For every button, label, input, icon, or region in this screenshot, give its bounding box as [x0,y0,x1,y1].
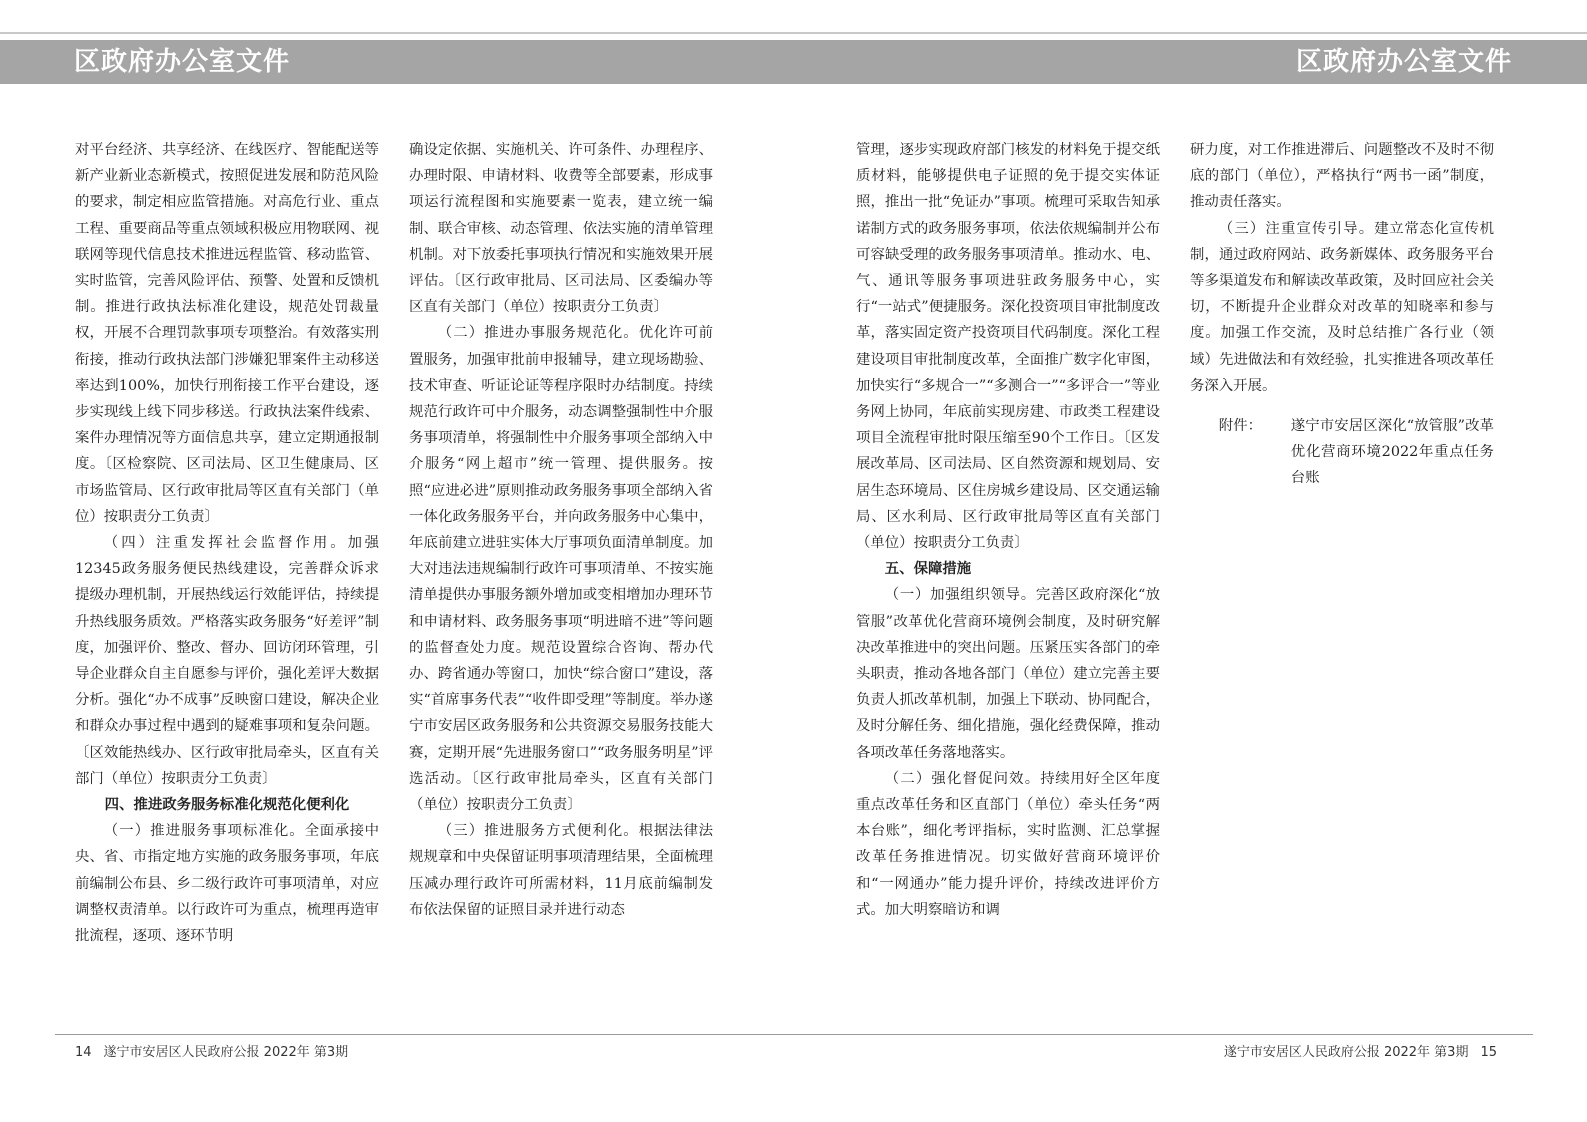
paragraph [856,582,1160,765]
paragraph: 对平台经济、共享经济、在线医疗、智能配送等新产业新业态新模式，按照促进发展和防范风险的要求，制定相应监管措施。对高危行业、重点工程、重要商品等重点领域积极应用物联网、视联网等现代信息技术推进远程监管、移动监管、实时监管，完善风险评估、预警、处置和反馈机制。推进行政执法标准化建设，规范处罚裁量权，开展不合理罚款事项专项整治。有效落实刑衔接，推动行政执法部门涉嫌犯罪案件主动移送率达到100%，加快行刑衔接工作平台建设，逐步实现线上线下同步移送。行政执法案件线索、案件办理情况等方面信息共享，建立定期通报制度。〔区检察院、区司法局、区卫生健康局、区市场监管局、区行政审批局等区直有关部门（单位）按职责分工负责〕 [75,142,379,525]
publication-info: 遂宁市安居区人民政府公报 2022年 第3期 [1223,1045,1469,1060]
subheading: （二）推进办事服务规范化。 [437,325,639,342]
left-page-title: 区政府办公室文件 [74,47,291,77]
subheading: （二）强化督促问效。 [884,770,1041,787]
header-band [0,40,1587,84]
subheading: （三）推进服务方式便利化。 [437,823,639,840]
paragraph-body: 优化许可前置服务，加强审批前申报辅导，建立现场勘验、技术审查、听证论证等程序限时办结制度。持续规范行政许可中介服务，动态调整强制性中介服务事项清单，将强制性中介服务事项全部纳入中介服务“网上超市”统一管理、提供服务。按照“应进必进”原则推动政务服务事项全部纳入省一体化政务服务平台，并向政务服务中心集中，年底前建立进驻实体大厅事项负面清单制度。加大对违法违规编制行政许可事项清单、不按实施清单提供办事服务额外增加或变相增加办理环节和申请材料、政务服务事项“明进暗不进”等问题的监督查处力度。规范设置综合咨询、帮办代办、跨省通办等窗口，加快“综合窗口”建设，落实“首席事务代表”“收件即受理”等制度。举办遂宁市安居区政务服务和公共资源交易服务技能大赛，定期开展“先进服务窗口”“政务服务明星”评选活动。〔区行政审批局牵头，区直有关部门（单位）按职责分工负责〕 [409,325,713,814]
paragraph: 管理，逐步实现政府部门核发的材料免于提交纸质材料，能够提供电子证照的免于提交实体证照，推出一批“免证办”事项。梳理可采取告知承诺制方式的政务服务事项，依法依规编制并公布可容缺受理的政务服务事项清单。推动水、电、气、通讯等服务事项进驻政务服务中心，实行“一站式”便捷服务。深化投资项目审批制度改革，落实固定资产投资项目代码制度。深化工程建设项目审批制度改革，全面推广数字化审图，加快实行“多规合一”“多测合一”“多评合一”等业务网上协同，年底前实现房建、市政类工程建设项目全流程审批时限压缩至90个工作日。〔区发展改革局、区司法局、区自然资源和规划局、安居生态环境局、区住房城乡建设局、区交通运输局、区水利局、区行政审批局等区直有关部门（单位）按职责分工负责〕 [856,142,1160,552]
section-heading: 四、推进政务服务标准化规范化便利化 [104,797,350,814]
paragraph-body: 完善区政府深化“放管服”改革优化营商环境例会制度，及时研究解决改革推进中的突出问题。压紧压实各部门的牵头职责，推动各地各部门（单位）建立完善主要负责人抓改革机制，加强上下联动、协同配合，及时分解任务、细化措施，强化经费保障，推动各项改革任务落地落实。 [856,587,1160,761]
footer-rule [55,1034,1533,1035]
paragraph [856,766,1160,923]
paragraph-body: 加强12345政务服务便民热线建设，完善群众诉求提级办理机制，开展热线运行效能评估，持续提升热线服务质效。严格落实政务服务“好差评”制度，加强评价、整改、督办、回访闭环管理，引导企业群众自主自愿参与评价，强化差评大数据分析。强化“办不成事”反映窗口建设，解决企业和群众办事过程中遇到的疑难事项和复杂问题。〔区效能热线办、区行政审批局牵头，区直有关部门（单位）按职责分工负责〕 [75,535,379,787]
paragraph: 研力度，对工作推进滞后、问题整改不及时不彻底的部门（单位），严格执行“两书一函”制度，推动责任落实。 [1190,142,1494,211]
paragraph [409,818,713,923]
section-heading: 五、保障措施 [884,561,972,578]
paragraph [1190,216,1494,399]
paragraph [75,818,379,949]
subheading: （一）推进服务事项标准化。 [103,823,305,840]
footer-right [1224,1041,1497,1060]
top-rule [0,32,1587,34]
page-number: 15 [1480,1045,1497,1060]
attachment-link[interactable]: 遂宁市安居区深化“放管服”改革优化营商环境2022年重点任务台账 [1290,418,1494,487]
paragraph [75,530,379,792]
publication-info: 遂宁市安居区人民政府公报 2022年 第3期 [103,1045,349,1060]
paragraph-body: 建立常态化宣传机制，通过政府网站、政务新媒体、政务服务平台等多渠道发布和解读改革政策，及时回应社会关切，不断提升企业群众对改革的知晓率和参与度。加强工作交流，及时总结推广各行业（领域）先进做法和有效经验，扎实推进各项改革任务深入开展。 [1190,220,1494,394]
subheading: （四）注重发挥社会监督作用。 [103,535,348,552]
paragraph-body: 全面承接中央、省、市指定地方实施的政务服务事项，年底前编制公布县、乡二级行政许可事项清单，对应调整权责清单。以行政许可为重点，梳理再造审批流程，逐项、逐环节明 [75,823,379,945]
text-column-2 [409,137,713,923]
text-column-4 [1190,137,1494,492]
footer-left [75,1041,348,1060]
paragraph-body: 持续用好全区年度重点改革任务和区直部门（单位）牵头任务“两本台账”，细化考评指标，实时监测、汇总掌握改革任务推进情况。切实做好营商环境评价和“一网通办”能力提升评价，持续改进评价方式。加大明察暗访和调 [856,770,1160,918]
subheading: （三）注重宣传引导。 [1218,220,1375,237]
page-number: 14 [75,1045,92,1060]
right-page-title: 区政府办公室文件 [1295,47,1512,77]
paragraph: 确设定依据、实施机关、许可条件、办理程序、办理时限、申请材料、收费等全部要素，形成事项运行流程图和实施要素一览表，建立统一编制、联合审核、动态管理、依法实施的清单管理机制。对下放委托事项执行情况和实施效果开展评估。〔区行政审批局、区司法局、区委编办等区直有关部门（单位）按职责分工负责〕 [409,142,713,316]
attachment-label: 附件： [1218,418,1262,435]
paragraph [409,320,713,818]
text-column-3 [856,137,1160,923]
text-column-1 [75,137,379,949]
subheading: （一）加强组织领导。 [884,587,1036,604]
paragraph-body: 根据法律法规规章和中央保留证明事项清理结果，全面梳理压减办理行政许可所需材料，11月底前编制发布依法保留的证照目录并进行动态 [409,823,713,918]
attachment-note [1190,413,1494,492]
